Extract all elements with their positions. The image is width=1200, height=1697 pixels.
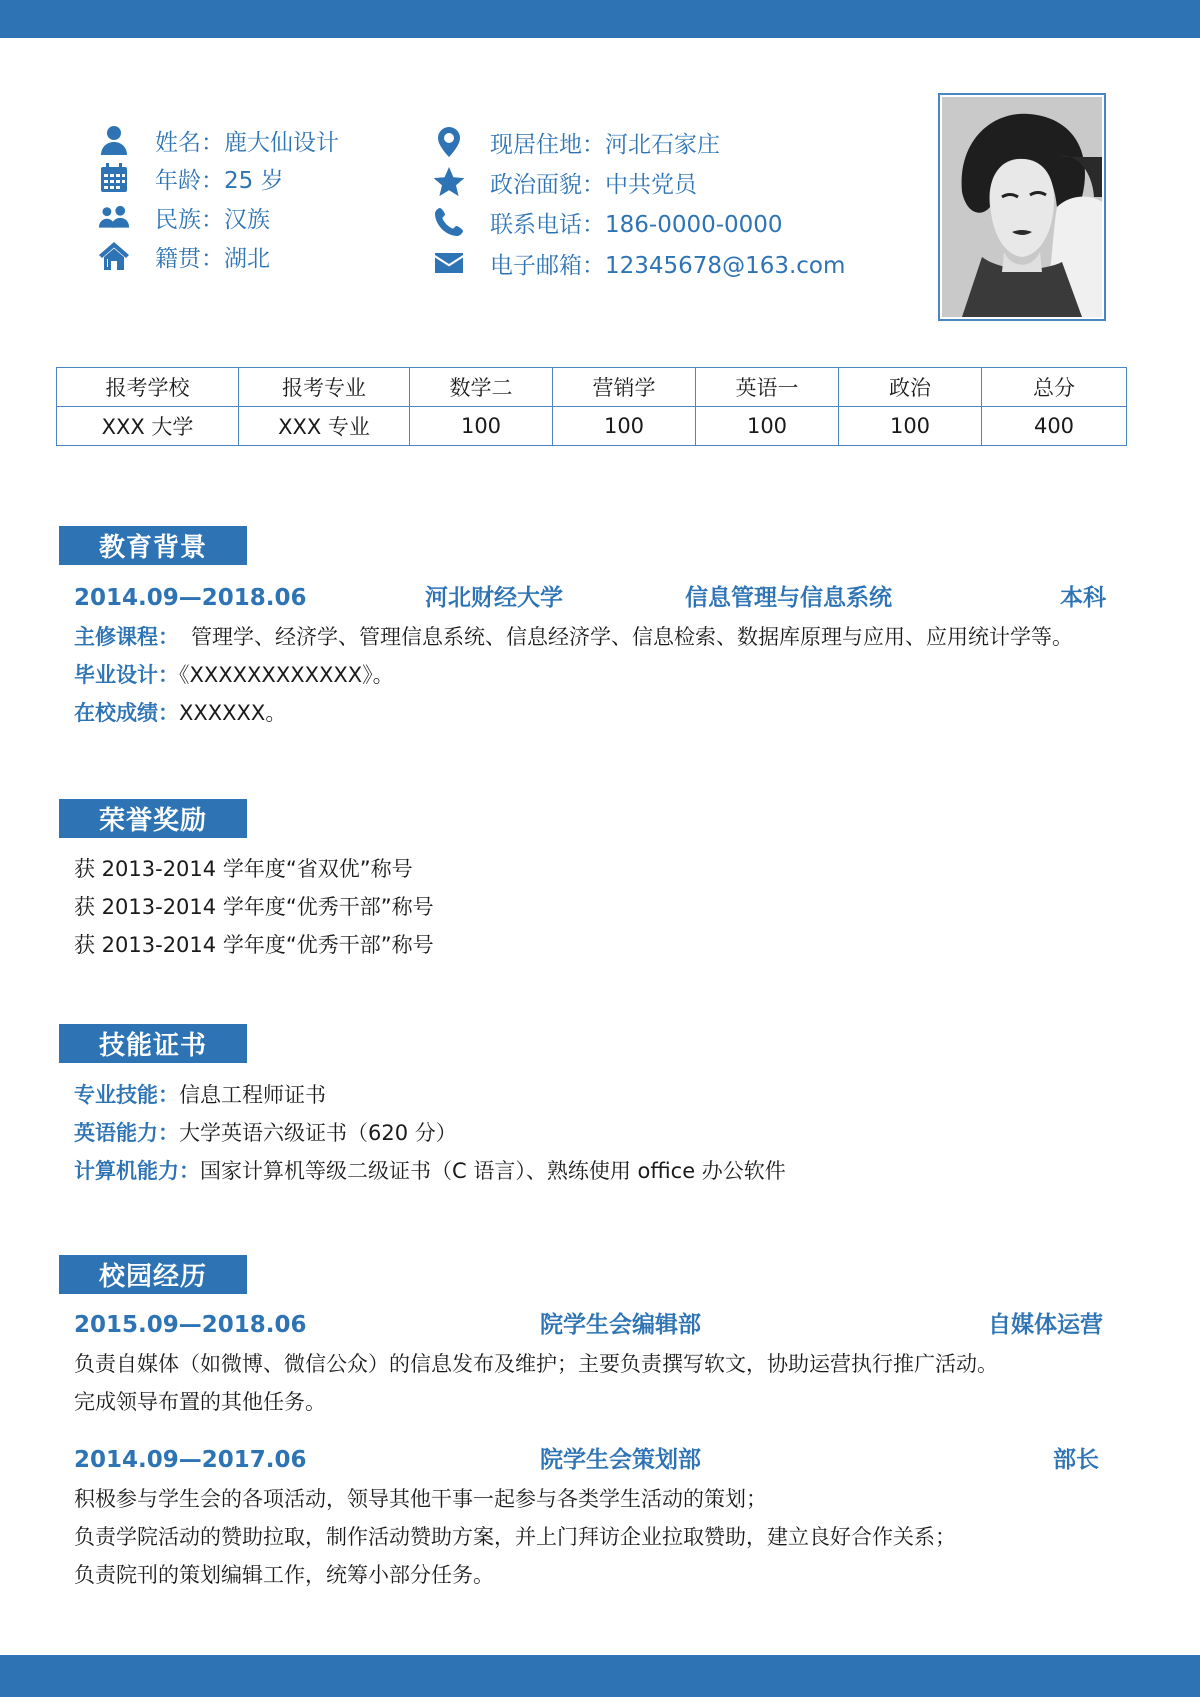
table-cell: 100 (553, 407, 696, 446)
info-email (432, 245, 845, 281)
table-cell: 100 (839, 407, 982, 446)
campus-duty-line: 负责院刊的策划编辑工作，统筹小部分任务。 (74, 1563, 494, 1587)
skill-comp-text: 国家计算机等级二级证书（C 语言）、熟练使用 office 办公软件 (200, 1159, 786, 1183)
campus-duty-line: 积极参与学生会的各项活动，领导其他干事一起参与各类学生活动的策划； (74, 1487, 767, 1511)
name-text: 姓名：鹿大仙设计 (155, 129, 339, 156)
skill-pro-text: 信息工程师证书 (179, 1083, 326, 1107)
table-header-cell: 营销学 (553, 368, 696, 407)
education-degree: 本科 (1060, 585, 1106, 611)
skill-eng-text: 大学英语六级证书（620 分） (179, 1121, 457, 1145)
ethnicity-text: 民族：汉族 (155, 206, 270, 233)
campus-period: 2015.09—2018.06 (74, 1312, 307, 1338)
score-table (56, 367, 1127, 446)
location-pin-icon (432, 125, 466, 159)
skill-professional (74, 1078, 326, 1112)
education-courses (74, 620, 1073, 654)
courses-label: 主修课程： (74, 625, 179, 649)
people-icon (97, 200, 131, 234)
skills-section-title: 技能证书 (59, 1024, 247, 1063)
info-residence (432, 124, 720, 160)
campus-org: 院学生会编辑部 (540, 1312, 701, 1338)
political-text: 政治面貌：中共党员 (490, 171, 697, 198)
honor-item: 获 2013-2014 学年度“省双优”称号 (74, 857, 413, 881)
top-banner (0, 0, 1200, 38)
info-ethnicity (97, 199, 270, 235)
grades-text: XXXXXX。 (179, 701, 287, 725)
person-icon (97, 123, 131, 157)
email-text: 电子邮箱：12345678@163.com (490, 252, 846, 279)
honor-item: 获 2013-2014 学年度“优秀干部”称号 (74, 895, 434, 919)
campus-duty-line: 负责学院活动的赞助拉取，制作活动赞助方案，并上门拜访企业拉取赞助，建立良好合作关系； (74, 1525, 956, 1549)
home-icon (97, 239, 131, 273)
table-header-cell: 英语一 (696, 368, 839, 407)
table-cell: 400 (982, 407, 1127, 446)
thesis-text: 《XXXXXXXXXXXX》。 (179, 663, 394, 687)
skill-comp-label: 计算机能力： (74, 1159, 200, 1183)
residence-text: 现居住地：河北石家庄 (490, 131, 720, 158)
table-cell: XXX 专业 (239, 407, 410, 446)
table-header-row (57, 368, 1127, 407)
table-row (57, 407, 1127, 446)
campus-section-title: 校园经历 (59, 1255, 247, 1294)
hometown-text: 籍贯：湖北 (155, 245, 270, 272)
calendar-icon (97, 161, 131, 195)
info-name (97, 122, 339, 158)
education-school: 河北财经大学 (425, 585, 563, 611)
table-header-cell: 报考专业 (239, 368, 410, 407)
skill-eng-label: 英语能力： (74, 1121, 179, 1145)
honor-item: 获 2013-2014 学年度“优秀干部”称号 (74, 933, 434, 957)
table-header-cell: 数学二 (410, 368, 553, 407)
age-text: 年龄：25 岁 (155, 167, 284, 194)
phone-text: 联系电话：186-0000-0000 (490, 211, 783, 238)
campus-period: 2014.09—2017.06 (74, 1447, 307, 1473)
table-cell: XXX 大学 (57, 407, 239, 446)
skill-computer (74, 1154, 786, 1188)
education-grades (74, 696, 286, 730)
thesis-label: 毕业设计： (74, 663, 179, 687)
table-header-cell: 政治 (839, 368, 982, 407)
education-period: 2014.09—2018.06 (74, 585, 307, 611)
table-header-cell: 总分 (982, 368, 1127, 407)
campus-role: 部长 (1053, 1447, 1099, 1473)
phone-icon (432, 205, 466, 239)
grades-label: 在校成绩： (74, 701, 179, 725)
campus-role: 自媒体运营 (988, 1312, 1103, 1338)
info-age (97, 160, 284, 196)
campus-duty-line: 负责自媒体（如微博、微信公众）的信息发布及维护；主要负责撰写软文，协助运营执行推广活动。 (74, 1352, 998, 1376)
honors-section-title: 荣誉奖励 (59, 799, 247, 838)
star-icon (432, 165, 466, 199)
skill-pro-label: 专业技能： (74, 1083, 179, 1107)
campus-duty-line: 完成领导布置的其他任务。 (74, 1390, 326, 1414)
info-political (432, 164, 697, 200)
courses-text: 管理学、经济学、管理信息系统、信息经济学、信息检索、数据库原理与应用、应用统计学等。 (191, 625, 1073, 649)
skill-english (74, 1116, 457, 1150)
table-header-cell: 报考学校 (57, 368, 239, 407)
education-section-title: 教育背景 (59, 526, 247, 565)
bottom-banner (0, 1655, 1200, 1697)
education-thesis (74, 658, 394, 692)
campus-org: 院学生会策划部 (540, 1447, 701, 1473)
info-phone (432, 204, 783, 240)
mail-icon (432, 246, 466, 280)
table-cell: 100 (696, 407, 839, 446)
info-hometown (97, 238, 270, 274)
education-major: 信息管理与信息系统 (685, 585, 892, 611)
profile-photo (938, 93, 1106, 321)
table-cell: 100 (410, 407, 553, 446)
